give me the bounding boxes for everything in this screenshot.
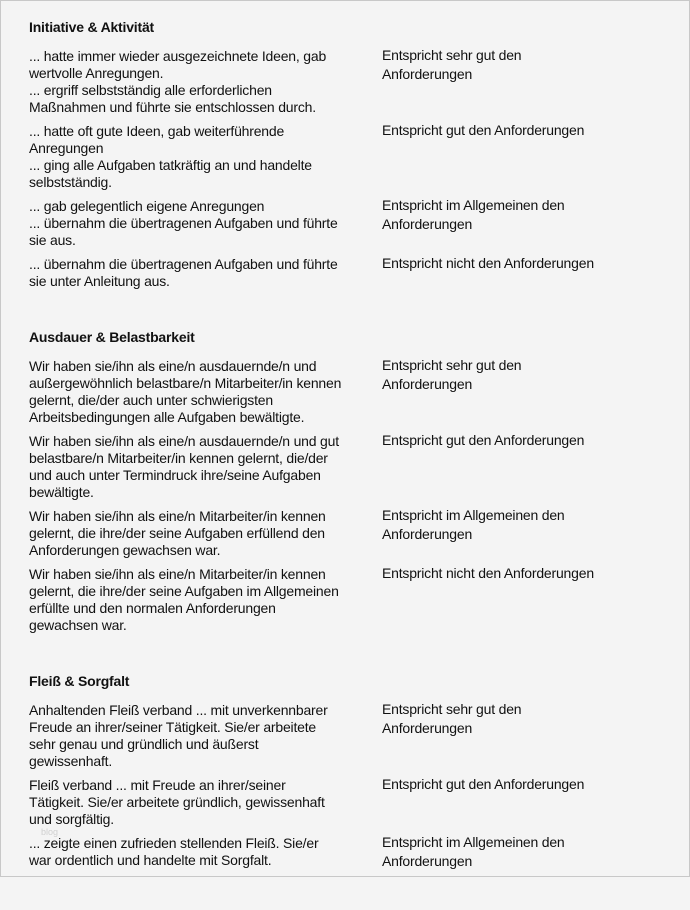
- evaluation-text: Wir haben sie/ihn als eine/n ausdauernde/n und außergewöhnlich belastbare/n Mitarbeiter/in kennen gelernt, die/der auch unter schwierigsten Arbeitsbedingungen alle Aufgaben bewältigte.: [29, 358, 342, 425]
- evaluation-text: ... hatte immer wieder ausgezeichnete Ideen, gab wertvolle Anregungen. ... ergriff selbstständig alle erforderlichen Maßnahmen und führte sie entschlossen durch.: [29, 48, 327, 115]
- rating-row: [29, 256, 669, 290]
- document-content: [29, 19, 669, 910]
- section: [29, 19, 669, 290]
- evaluation-text: Fleiß verband ... mit Freude an ihrer/seiner Tätigkeit. Sie/er arbeitete gründlich, gewissenhaft und sorgfältig.: [29, 777, 325, 827]
- rating-row: [29, 508, 669, 559]
- evaluation-text: ... übernahm die übertragenen Aufgaben und führte sie unter Anleitung aus.: [29, 256, 338, 289]
- rating-text: Entspricht gut den Anforderungen: [382, 122, 585, 138]
- section-heading: Fleiß & Sorgfalt: [29, 673, 130, 689]
- evaluation-text: Wir haben sie/ihn als eine/n Mitarbeiter/in kennen gelernt, die ihre/der seine Aufgaben erfüllend den Anforderungen gewachsen war.: [29, 508, 326, 558]
- rating-text: Entspricht im Allgemeinen den Anforderungen: [382, 507, 565, 542]
- evaluation-text: ... hatte oft gute Ideen, gab weiterführende Anregungen ... ging alle Aufgaben tatkräftig an und handelte selbstständig.: [29, 123, 312, 190]
- evaluation-text: Wir haben sie/ihn als eine/n Mitarbeiter/in kennen gelernt, die ihre/der seine Aufgaben im Allgemeinen erfüllte und den normalen Anforderungen gewachsen war.: [29, 566, 339, 633]
- rating-row: [29, 358, 669, 426]
- rating-text: Entspricht gut den Anforderungen: [382, 776, 585, 792]
- rating-text: Entspricht sehr gut den Anforderungen: [382, 701, 522, 736]
- rating-row: [29, 702, 669, 770]
- rating-row: [29, 566, 669, 634]
- evaluation-text: Anhaltenden Fleiß verband ... mit unverkennbarer Freude an ihrer/seiner Tätigkeit. Sie/er arbeitete sehr genau und gründlich und äußerst gewissenhaft.: [29, 702, 328, 769]
- rating-text: Entspricht im Allgemeinen den Anforderungen: [382, 834, 565, 869]
- rating-row: [29, 198, 669, 249]
- rating-text: Entspricht im Allgemeinen den Anforderungen: [382, 197, 565, 232]
- rating-text: Entspricht nicht den Anforderungen: [382, 565, 594, 581]
- rating-row: [29, 123, 669, 191]
- rating-row: [29, 48, 669, 116]
- evaluation-text: ... zeigte einen zufrieden stellenden Fleiß. Sie/er war ordentlich und handelte mit Sorgfalt.: [29, 835, 319, 868]
- watermark: blog: [41, 827, 59, 837]
- rating-row: [29, 835, 669, 871]
- rating-row: [29, 777, 669, 828]
- rating-text: Entspricht sehr gut den Anforderungen: [382, 47, 522, 82]
- evaluation-text: Wir haben sie/ihn als eine/n ausdauernde/n und gut belastbare/n Mitarbeiter/in kennen gelernt, die/der und auch unter Termindruck ihre/seine Aufgaben bewältigte.: [29, 433, 339, 500]
- rating-text: Entspricht nicht den Anforderungen: [382, 255, 594, 271]
- rating-text: Entspricht gut den Anforderungen: [382, 432, 585, 448]
- section-heading: Ausdauer & Belastbarkeit: [29, 329, 195, 345]
- evaluation-text: ... gab gelegentlich eigene Anregungen ... übernahm die übertragenen Aufgaben und führte sie aus.: [29, 198, 338, 248]
- rating-row: [29, 433, 669, 501]
- rating-text: Entspricht sehr gut den Anforderungen: [382, 357, 522, 392]
- section: [29, 329, 669, 634]
- section: [29, 673, 669, 871]
- section-heading: Initiative & Aktivität: [29, 19, 154, 35]
